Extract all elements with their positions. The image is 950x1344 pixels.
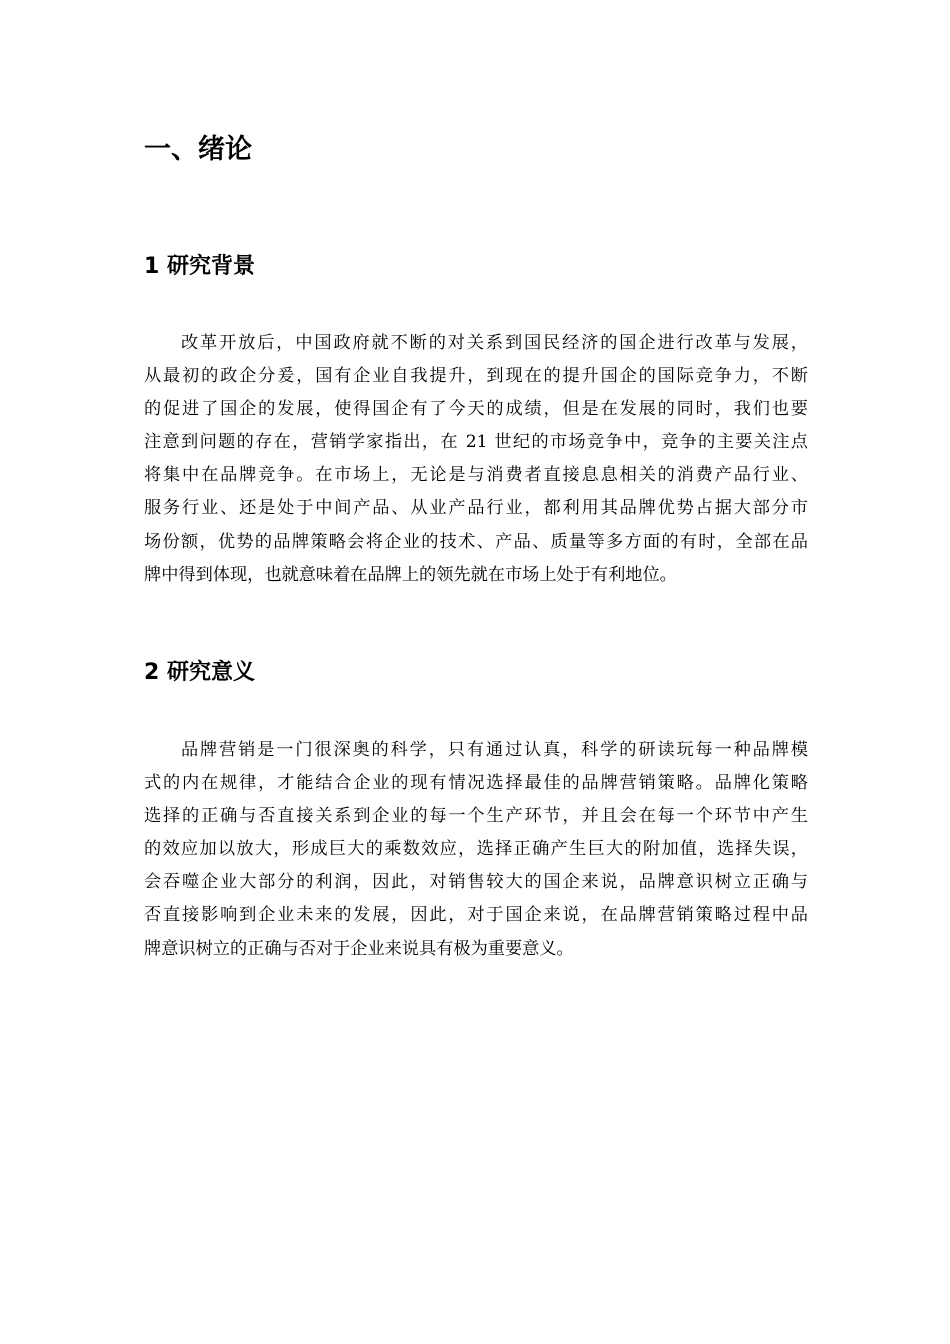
section-body-research-background: [144, 327, 808, 592]
paragraph-line: 品牌营销是一门很深奥的科学，只有通过认真，科学的研读玩每一种品牌模: [181, 740, 808, 760]
paragraph-line: 的促进了国企的发展，使得国企有了今天的成绩，但是在发展的同时，我们也要: [144, 399, 808, 420]
paragraph-line: 会吞噬企业大部分的利润，因此，对销售较大的国企来说，品牌意识树立正确与: [144, 872, 808, 893]
paragraph-line: 服务行业、还是处于中间产品、从业产品行业，都利用其品牌优势占据大部分市: [144, 498, 808, 519]
paragraph-line: 从最初的政企分爰，国有企业自我提升，到现在的提升国企的国际竞争力，不断: [144, 366, 808, 387]
paragraph-line: 场份额，优势的品牌策略会将企业的技术、产品、质量等多方面的有时，全部在品: [144, 531, 808, 552]
paragraph-line: 牌意识树立的正确与否对于企业来说具有极为重要意义。: [144, 938, 574, 959]
paragraph-line: 选择的正确与否直接关系到企业的每一个生产环节，并且会在每一个环节中产生: [144, 806, 808, 827]
paragraph-line: 牌中得到体现，也就意味着在品牌上的领先就在市场上处于有利地位。: [144, 564, 677, 585]
paragraph-line: 式的内在规律，才能结合企业的现有情况选择最佳的品牌营销策略。品牌化策略: [144, 773, 808, 794]
section-title-research-background: 1 研究背景: [144, 254, 255, 279]
paragraph-line: 否直接影响到企业未来的发展，因此，对于国企来说，在品牌营销策略过程中品: [144, 905, 808, 926]
paragraph-line: 改革开放后，中国政府就不断的对关系到国民经济的国企进行改革与发展，: [181, 333, 808, 353]
paragraph-line: 的效应加以放大，形成巨大的乘数效应，选择正确产生巨大的附加值，选择失误，: [144, 839, 808, 860]
paragraph-line: 将集中在品牌竞争。在市场上，无论是与消费者直接息息相关的消费产品行业、: [144, 465, 808, 486]
section-title-research-significance: 2 研究意义: [144, 660, 255, 685]
paragraph-line: 注意到问题的存在，营销学家指出，在 21 世纪的市场竞争中，竞争的主要关注点: [144, 432, 808, 453]
chapter-title: 一、绪论: [144, 134, 252, 165]
section-body-research-significance: [144, 734, 808, 966]
